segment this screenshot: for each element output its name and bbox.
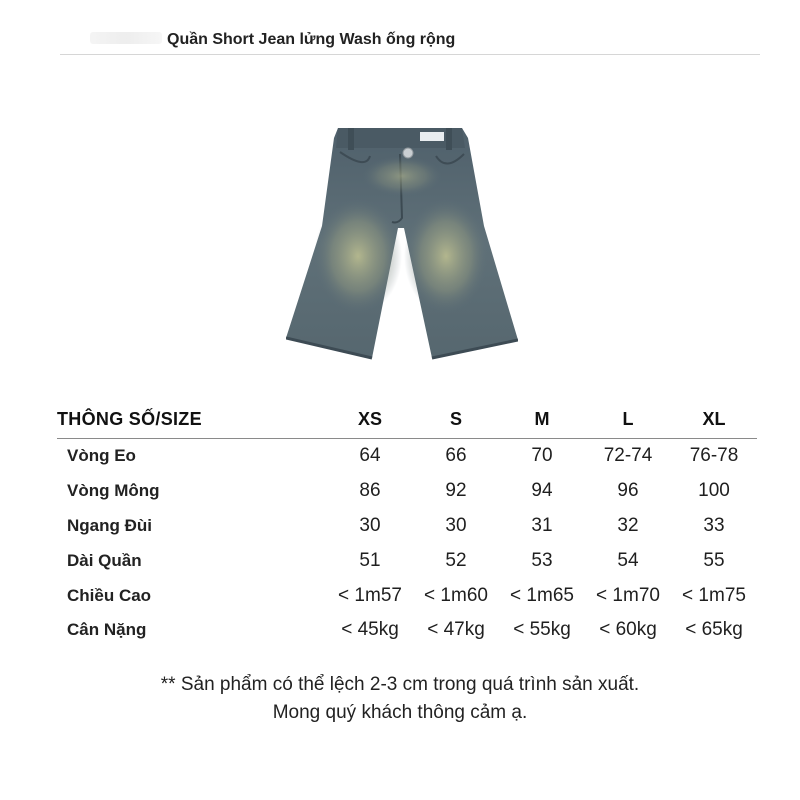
table-cell: 33 — [703, 514, 725, 536]
row-label: Vòng Eo — [67, 446, 136, 466]
row-label: Chiều Cao — [67, 585, 152, 605]
row-label: Vòng Mông — [67, 481, 160, 501]
table-cell: < 1m75 — [682, 584, 746, 606]
table-cell: 54 — [617, 549, 639, 571]
table-cell: 64 — [359, 445, 381, 467]
table-cell: < 45kg — [341, 619, 399, 641]
table-cell: < 65kg — [685, 619, 743, 641]
table-cell: < 47kg — [427, 619, 485, 641]
row-label: Ngang Đùi — [67, 515, 152, 535]
table-row — [57, 474, 757, 509]
table-cell: < 1m70 — [596, 584, 660, 606]
table-cell: 32 — [617, 514, 639, 536]
row-label: Cân Nặng — [67, 620, 147, 640]
table-cell: < 60kg — [599, 619, 657, 641]
apology-note: Mong quý khách thông cảm ạ. — [272, 702, 528, 723]
table-cell: < 1m57 — [338, 584, 402, 606]
table-cell: 70 — [531, 445, 553, 467]
table-row — [57, 509, 757, 544]
table-row — [57, 613, 757, 648]
table-cell: 52 — [445, 549, 467, 571]
table-cell: 100 — [698, 480, 730, 502]
tolerance-note: ** Sản phẩm có thể lệch 2-3 cm trong quá trình sản xuất. — [160, 674, 640, 695]
table-cell: 30 — [445, 514, 467, 536]
page-title: Quần Short Jean lửng Wash ống rộng — [167, 31, 456, 48]
table-cell: 55 — [703, 549, 725, 571]
table-cell: 94 — [531, 480, 553, 502]
brand-logo — [90, 32, 162, 44]
table-row — [57, 439, 757, 474]
row-label: Dài Quần — [67, 550, 142, 570]
table-cell: 86 — [359, 480, 381, 502]
size-col-xl: XL — [671, 400, 757, 439]
table-cell: < 1m60 — [424, 584, 488, 606]
size-col-s: S — [413, 400, 499, 439]
table-cell: 31 — [531, 514, 553, 536]
size-col-m: M — [499, 400, 585, 439]
denim-shorts-image — [286, 126, 518, 360]
table-cell: 92 — [445, 480, 467, 502]
size-row-header: THÔNG SỐ/SIZE — [57, 400, 327, 439]
table-cell: 30 — [359, 514, 381, 536]
size-col-l: L — [585, 400, 671, 439]
page-header — [60, 26, 760, 55]
table-cell: 51 — [359, 549, 381, 571]
table-cell: 53 — [531, 549, 553, 571]
denim-shorts-illustration — [286, 126, 518, 360]
table-cell: 66 — [445, 445, 467, 467]
table-row — [57, 543, 757, 578]
table-cell: 76-78 — [689, 445, 739, 467]
size-header-row — [57, 400, 757, 439]
table-row — [57, 578, 757, 613]
size-chart-table — [57, 400, 757, 648]
table-cell: 72-74 — [603, 445, 653, 467]
table-cell: < 55kg — [513, 619, 571, 641]
table-cell: 96 — [617, 480, 639, 502]
table-cell: < 1m65 — [510, 584, 574, 606]
size-col-xs: XS — [327, 400, 413, 439]
